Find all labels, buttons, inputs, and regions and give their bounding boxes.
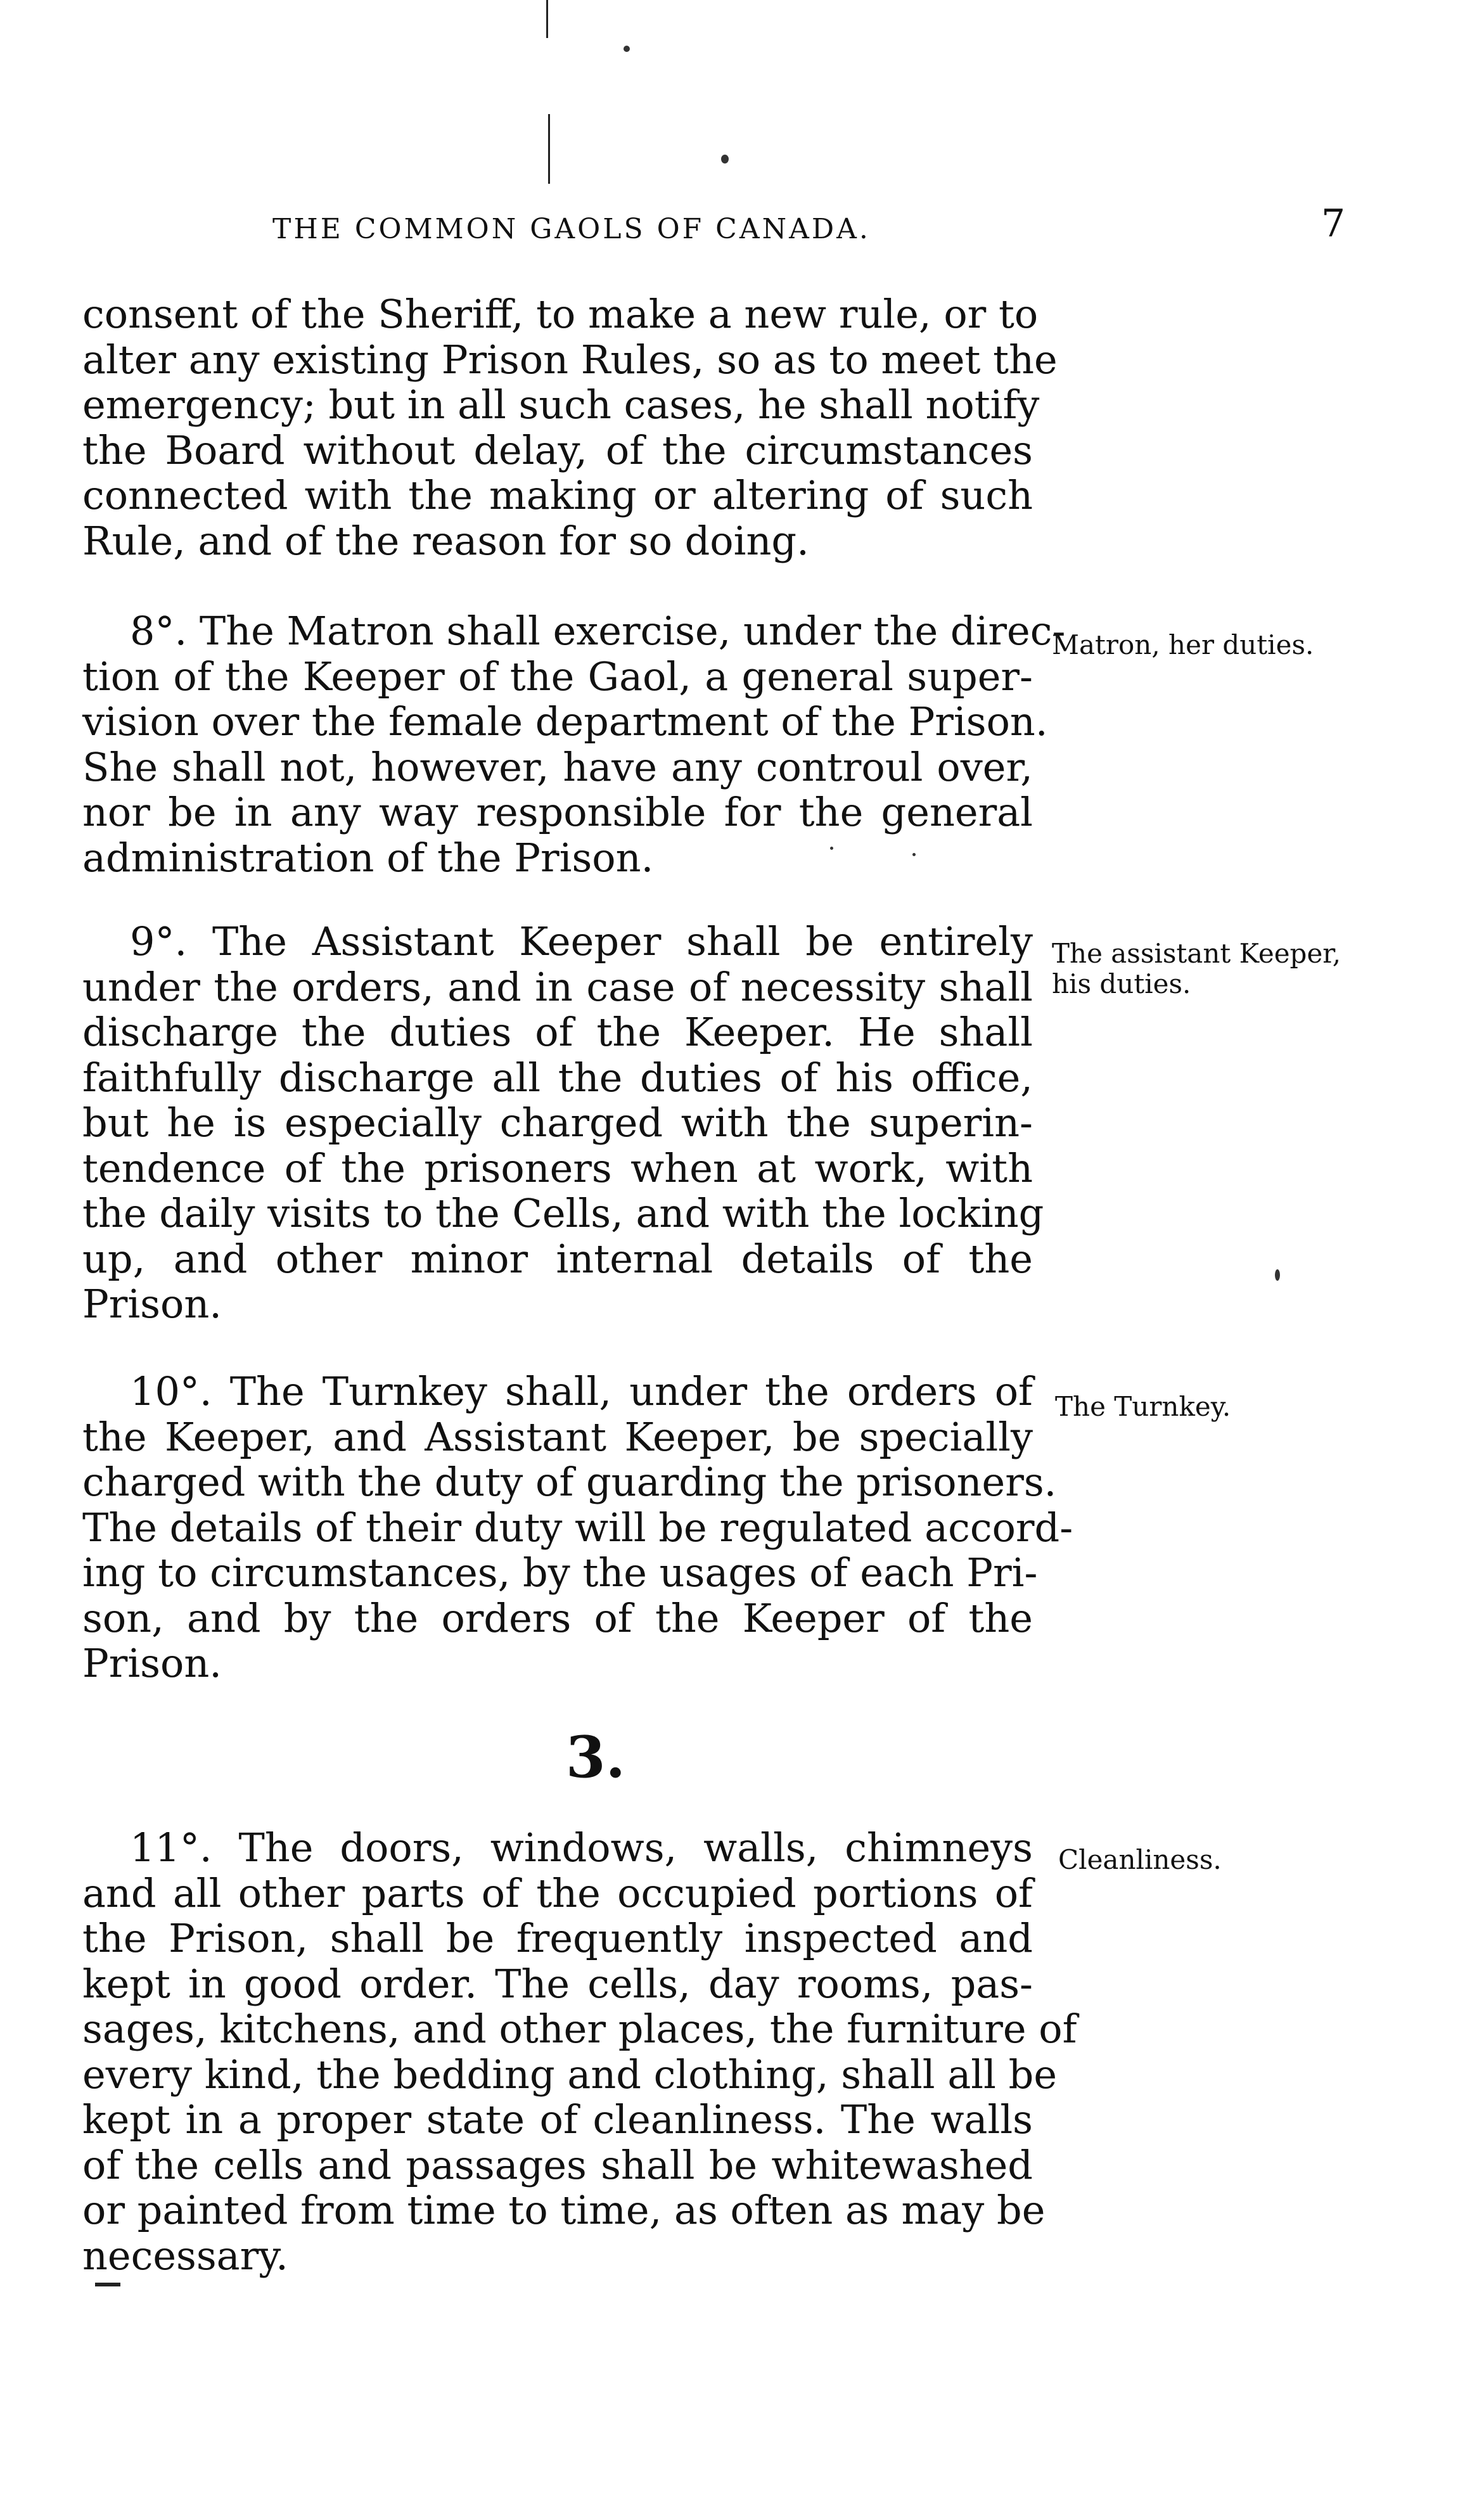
text-line: necessary.	[82, 2232, 288, 2279]
text-line: under the orders, and in case of necessity shall	[82, 963, 1033, 1010]
text-line: kept in a proper state of cleanliness. The walls	[82, 2096, 1033, 2143]
text-line: alter any existing Prison Rules, so as to meet the	[82, 336, 1058, 383]
text-line: up, and other minor internal details of the	[82, 1235, 1033, 1282]
text-line: emergency; but in all such cases, he shall notify	[82, 381, 1040, 428]
text-line: nor be in any way responsible for the general	[82, 789, 1033, 835]
ink-speck	[624, 46, 630, 52]
text-line: administration of the Prison.	[82, 834, 654, 881]
text-line: the Keeper, and Assistant Keeper, be specially	[82, 1413, 1033, 1460]
ink-speck	[1275, 1269, 1280, 1281]
text-line: son, and by the orders of the Keeper of the	[82, 1594, 1033, 1641]
paragraph-rule-9	[82, 918, 1044, 1327]
ink-speck	[721, 155, 729, 163]
text-line: ing to circumstances, by the usages of each Pri-	[82, 1549, 1038, 1596]
text-line: and all other parts of the occupied portions of	[82, 1869, 1033, 1916]
text-line: Prison.	[82, 1640, 222, 1686]
text-line: but he is especially charged with the superin-	[82, 1099, 1033, 1146]
text-line: the daily visits to the Cells, and with the locking	[82, 1190, 1044, 1236]
margin-note-assistant-keeper-cont: his duties.	[1052, 968, 1191, 999]
text-line: 9°. The Assistant Keeper shall be entirely	[130, 918, 1033, 965]
text-line: every kind, the bedding and clothing, shall all be	[82, 2051, 1058, 2098]
text-line: the Board without delay, of the circumstances	[82, 426, 1033, 473]
text-line: kept in good order. The cells, day rooms, pas-	[82, 1960, 1033, 2007]
text-line: discharge the duties of the Keeper. He shall	[82, 1009, 1033, 1055]
text-line: connected with the making or altering of such	[82, 472, 1033, 518]
margin-note-cleanliness: Cleanliness.	[1058, 1844, 1222, 1875]
text-line: charged with the duty of guarding the prisoners.	[82, 1459, 1057, 1505]
page-number: 7	[1321, 202, 1346, 246]
margin-note-assistant-keeper: The assistant Keeper,	[1052, 938, 1341, 969]
text-line: Prison.	[82, 1281, 222, 1327]
text-line: 11°. The doors, windows, walls, chimneys	[130, 1824, 1033, 1871]
ink-speck	[830, 847, 833, 850]
text-line: She shall not, however, have any controul over,	[82, 743, 1033, 790]
text-line: of the cells and passages shall be whitewashed	[82, 2141, 1033, 2188]
paragraph-continued	[82, 291, 1058, 564]
text-line: the Prison, shall be frequently inspected and	[82, 1915, 1033, 1961]
paragraph-rule-11	[82, 1824, 1077, 2279]
margin-note-turnkey: The Turnkey.	[1055, 1391, 1231, 1422]
text-line: sages, kitchens, and other places, the furniture of	[82, 2006, 1077, 2052]
text-line: or painted from time to time, as often as may be	[82, 2187, 1046, 2233]
text-line: faithfully discharge all the duties of his office,	[82, 1054, 1033, 1101]
text-line: vision over the female department of the Prison.	[82, 698, 1048, 745]
text-line: Rule, and of the reason for so doing.	[82, 517, 809, 564]
printing-mark	[546, 0, 548, 38]
margin-note-matron: Matron, her duties.	[1052, 629, 1314, 660]
printing-mark	[548, 114, 550, 184]
paragraph-rule-8	[82, 608, 1066, 881]
text-line: tendence of the prisoners when at work, with	[82, 1144, 1033, 1191]
section-heading: 3.	[566, 1724, 625, 1791]
text-line: The details of their duty will be regulated accord-	[82, 1504, 1073, 1551]
paragraph-rule-10	[82, 1368, 1073, 1686]
text-line: tion of the Keeper of the Gaol, a general super-	[82, 653, 1033, 700]
text-line: consent of the Sheriff, to make a new rule, or to	[82, 291, 1039, 337]
ink-speck	[912, 853, 916, 856]
printing-mark	[95, 2283, 120, 2286]
text-line: 10°. The Turnkey shall, under the orders of	[130, 1368, 1033, 1414]
running-title: THE COMMON GAOLS OF CANADA.	[272, 213, 871, 245]
text-line: 8°. The Matron shall exercise, under the direc-	[130, 608, 1066, 654]
